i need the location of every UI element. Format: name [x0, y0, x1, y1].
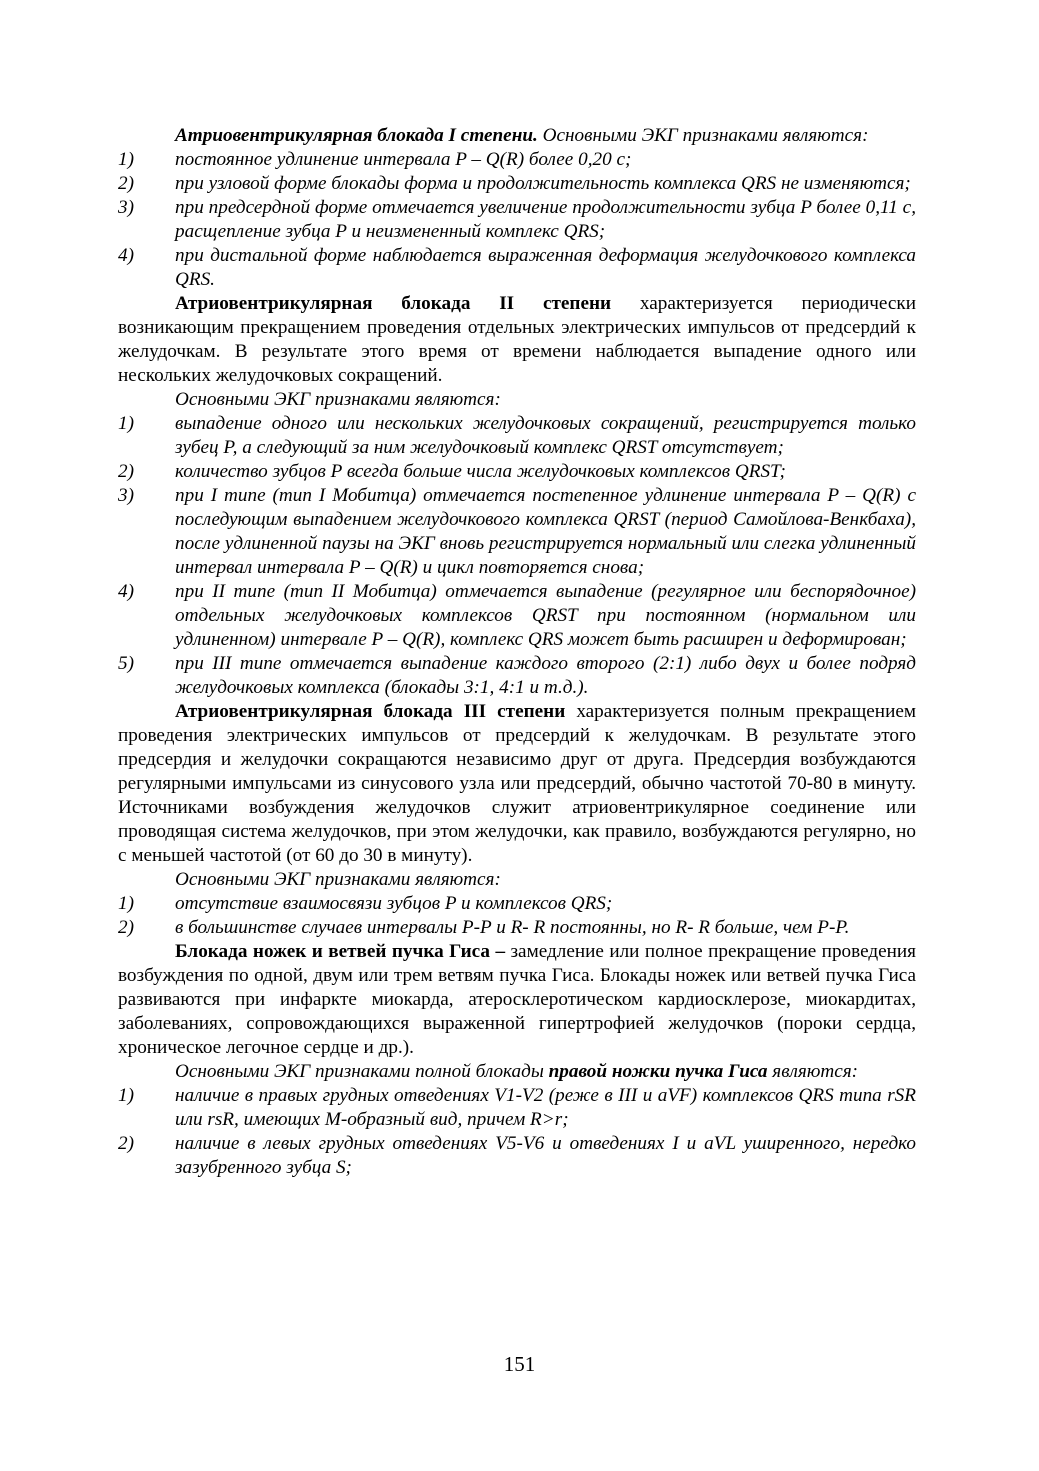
- list-item: 1) выпадение одного или нескольких желудочковых сокращений, регистрируется только зубец P, а следующий за ним желудочковый комплекс QRST отсутствует;: [118, 413, 916, 458]
- section-1-intro: Основными ЭКГ признаками являются:: [537, 125, 869, 146]
- section-1-heading: Атриовентрикулярная блокада I степени.: [175, 125, 538, 146]
- section-2-paragraph: [118, 292, 916, 388]
- list-item: 2) при узловой форме блокады форма и продолжительность комплекса QRS не изменяются;: [118, 173, 911, 194]
- section-3-signs-intro: Основными ЭКГ признаками являются:: [175, 869, 501, 890]
- section-4-heading: Блокада ножек и ветвей пучка Гиса –: [175, 941, 506, 962]
- list-item: 1) постоянное удлинение интервала P – Q(R) более 0,20 с;: [118, 149, 632, 170]
- list-item: 5) при III типе отмечается выпадение каждого второго (2:1) либо двух и более подряд желудочковых комплекса (блокады 3:1, 4:1 и т.д.).: [118, 653, 916, 698]
- page-number: 151: [503, 1352, 536, 1376]
- section-2-signs-intro: Основными ЭКГ признаками являются:: [175, 389, 501, 410]
- section-2-list: [118, 412, 916, 700]
- section-4-body: замедление или полное прекращение проведения возбуждения по одной, двум или трем ветвям пучка Гиса. Блокады ножек или ветвей пучка Гиса развиваются при инфаркте миокарда, атеросклеротическом кардиосклерозе, миокардитах, заболеваниях, сопровождающихся выраженной гипертрофией желудочков (пороки сердца, хроническое легочное сердце и др.).: [118, 941, 916, 1058]
- section-4-list: [118, 1084, 916, 1180]
- section-3-paragraph: [118, 700, 916, 868]
- list-item: 2) в большинстве случаев интервалы P-P и R- R постоянны, но R- R больше, чем P-P.: [118, 917, 850, 938]
- section-3-list: [118, 892, 916, 940]
- list-item: 4) при II типе (тип II Мобитца) отмечается выпадение (регулярное или беспорядочное) отдельных желудочковых комплексов QRST при постоянном (нормальном или удлиненном) интервале P – Q(R), комплекс QRS может быть расширен и деформирован;: [118, 581, 916, 650]
- list-item: 3) при предсердной форме отмечается увеличение продолжительности зубца P более 0,11 с, расщепление зубца P и неизмененный комплекс QRS;: [118, 197, 916, 242]
- section-2-heading: Атриовентрикулярная блокада II степени: [175, 293, 612, 314]
- section-3-heading: Атриовентрикулярная блокада III степени: [175, 701, 566, 722]
- section-4-paragraph: [118, 940, 916, 1060]
- page-content: [118, 124, 916, 1180]
- section-2-body: характеризуется периодически возникающим прекращением проведения отдельных электрических импульсов от предсердий к желудочкам. В результате этого время от времени наблюдается выпадение одного или нескольких желудочковых сокращений.: [118, 293, 916, 386]
- list-item: 1) отсутствие взаимосвязи зубцов P и комплексов QRS;: [118, 893, 613, 914]
- section-1-list: [118, 148, 916, 292]
- section-3-body: характеризуется полным прекращением проведения электрических импульсов от предсердий к желудочкам. В результате этого предсердия и желудочки сокращаются независимо друг от друга. Предсердия возбуждаются регулярными импульсами из синусового узла или предсердий, обычно частотой 70-80 в минуту. Источниками возбуждения желудочков служит атриовентрикулярное соединение или проводящая система желудочков, при этом желудочки, как правило, возбуждаются регулярно, но с меньшей частотой (от 60 до 30 в минуту).: [118, 701, 916, 866]
- list-item: 2) количество зубцов P всегда больше числа желудочковых комплексов QRST;: [118, 461, 786, 482]
- list-item: 3) при I типе (тип I Мобитца) отмечается постепенное удлинение интервала P – Q(R) с последующим выпадением желудочкового комплекса QRST (период Самойлова-Венкбаха), после удлиненной паузы на ЭКГ вновь регистрируется нормальный или слегка удлиненный интервал интервала P – Q(R) и цикл повторяется снова;: [118, 485, 916, 578]
- list-item: 1) наличие в правых грудных отведениях V1-V2 (реже в III и aVF) комплексов QRS типа rSR или rsR, имеющих М-образный вид, причем R>r;: [118, 1085, 916, 1130]
- section-4-signs-intro: Основными ЭКГ признаками полной блокады правой ножки пучка Гиса являются:: [175, 1061, 859, 1082]
- right-bundle-branch-emphasis: правой ножки пучка Гиса: [548, 1061, 768, 1082]
- list-item: 2) наличие в левых грудных отведениях V5-V6 и отведениях I и aVL уширенного, нередко зазубренного зубца S;: [118, 1133, 916, 1178]
- section-1-paragraph: [118, 124, 916, 148]
- list-item: 4) при дистальной форме наблюдается выраженная деформация желудочкового комплекса QRS.: [118, 245, 916, 290]
